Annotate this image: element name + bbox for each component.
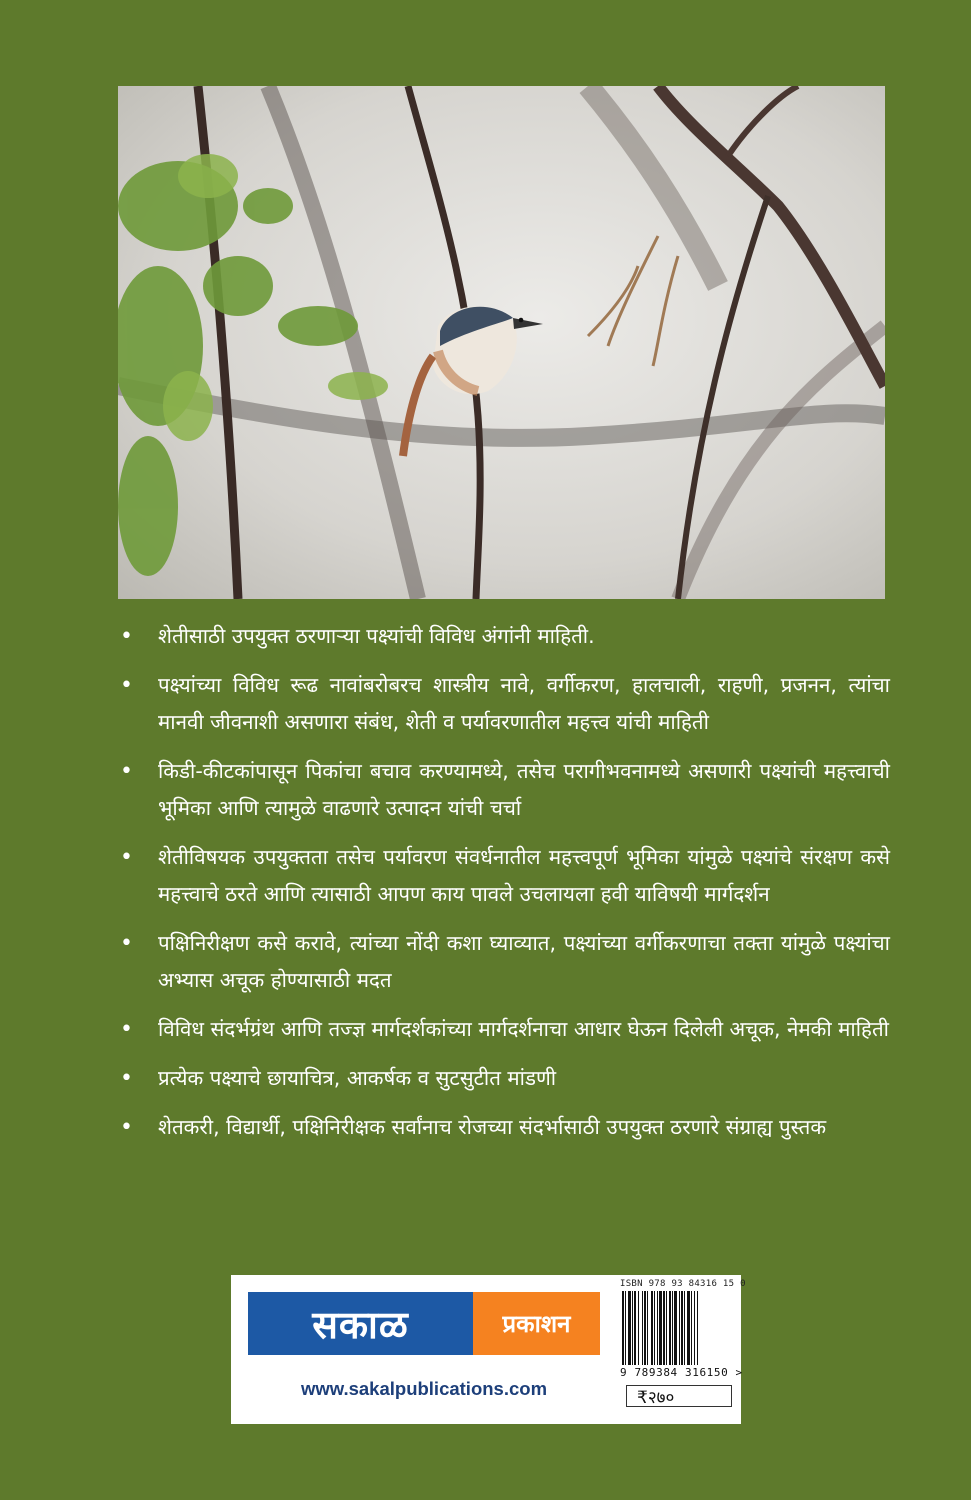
feature-bullet-list bbox=[120, 618, 890, 1158]
bullet-item bbox=[120, 1109, 890, 1146]
price-label: ₹२७० bbox=[626, 1385, 732, 1407]
barcode-digits: 9 789384 316150 > bbox=[620, 1366, 743, 1379]
bullet-item bbox=[120, 1011, 890, 1048]
bullet-item bbox=[120, 925, 890, 999]
bullet-item bbox=[120, 839, 890, 913]
isbn-barcode-block bbox=[620, 1279, 746, 1419]
publisher-footer bbox=[231, 1275, 746, 1424]
publisher-logo bbox=[248, 1292, 600, 1355]
bullet-icon: • bbox=[120, 1115, 133, 1140]
isbn-label: ISBN 978 93 84316 15 0 bbox=[620, 1279, 746, 1289]
bullet-text: शेतीविषयक उपयुक्तता तसेच पर्यावरण संवर्धनातील महत्त्वपूर्ण भूमिका यांमुळे पक्ष्यांचे संरक्षण कसे महत्त्वाचे ठरते आणि त्यासाठी आपण काय पावले उचलायला हवी याविषयी मार्गदर्शन bbox=[158, 845, 890, 906]
barcode-icon bbox=[620, 1291, 734, 1365]
bird-on-branch-illustration bbox=[118, 86, 885, 599]
bullet-icon: • bbox=[120, 624, 133, 649]
cover-photo-bird bbox=[118, 86, 885, 599]
bullet-text: प्रत्येक पक्ष्याचे छायाचित्र, आकर्षक व सुटसुटीत मांडणी bbox=[158, 1066, 557, 1090]
bullet-item bbox=[120, 1060, 890, 1097]
publisher-website-link[interactable]: www.sakalpublications.com bbox=[300, 1378, 548, 1399]
bullet-item bbox=[120, 618, 890, 655]
bullet-text: विविध संदर्भग्रंथ आणि तज्ज्ञ मार्गदर्शकांच्या मार्गदर्शनाचा आधार घेऊन दिलेली अचूक, नेमकी माहिती bbox=[158, 1017, 889, 1041]
bullet-icon: • bbox=[120, 759, 133, 784]
logo-sub-text: प्रकाशन bbox=[473, 1292, 600, 1355]
bullet-icon: • bbox=[120, 1017, 133, 1042]
bullet-icon: • bbox=[120, 673, 133, 698]
bullet-item bbox=[120, 667, 890, 741]
bullet-text: शेतकरी, विद्यार्थी, पक्षिनिरीक्षक सर्वांनाच रोजच्या संदर्भासाठी उपयुक्त ठरणारे संग्राह्य पुस्तक bbox=[158, 1115, 827, 1139]
bullet-text: शेतीसाठी उपयुक्त ठरणाऱ्या पक्ष्यांची विविध अंगांनी माहिती. bbox=[158, 624, 595, 648]
bullet-text: पक्ष्यांच्या विविध रूढ नावांबरोबरच शास्त्रीय नावे, वर्गीकरण, हालचाली, राहणी, प्रजनन, त्यांचा मानवी जीवनाशी असणारा संबंध, शेती व पर्यावरणातील महत्त्व यांची माहिती bbox=[158, 673, 890, 734]
bullet-icon: • bbox=[120, 1066, 133, 1091]
bullet-icon: • bbox=[120, 845, 133, 870]
bullet-item bbox=[120, 753, 890, 827]
logo-main-text: सकाळ bbox=[248, 1292, 473, 1355]
bullet-text: पक्षिनिरीक्षण कसे करावे, त्यांच्या नोंदी कशा घ्याव्यात, पक्ष्यांच्या वर्गीकरणाचा तक्ता यांमुळे पक्ष्यांचा अभ्यास अचूक होण्यासाठी मदत bbox=[158, 931, 890, 992]
bullet-icon: • bbox=[120, 931, 133, 956]
bullet-text: किडी-कीटकांपासून पिकांचा बचाव करण्यामध्ये, तसेच परागीभवनामध्ये असणारी पक्ष्यांची महत्त्वाची भूमिका आणि त्यामुळे वाढणारे उत्पादन यांची चर्चा bbox=[158, 759, 890, 820]
